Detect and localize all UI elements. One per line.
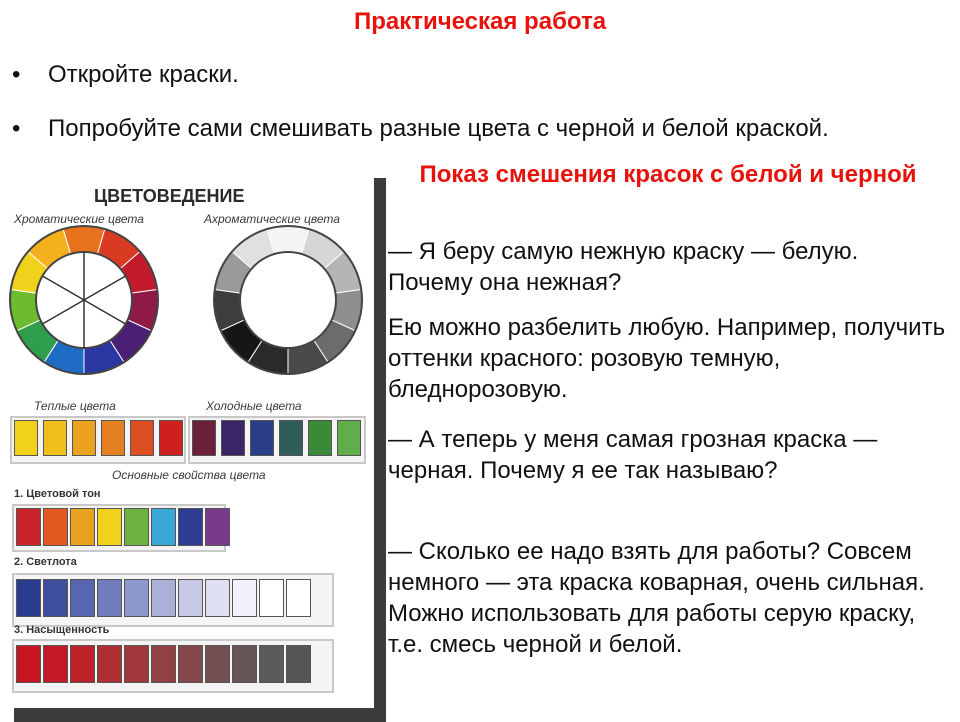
saturation-swatch: [70, 645, 95, 683]
bullet-item: [10, 60, 940, 90]
lightness-swatch: [43, 579, 68, 617]
bullet-dot-icon: •: [12, 61, 21, 88]
warm-colors-row: [14, 420, 183, 456]
bullet-dot-icon: •: [12, 115, 21, 142]
hue-swatch: [124, 508, 149, 546]
paragraph: — А теперь у меня самая грозная краска — черная. Почему я ее так называю?: [388, 426, 878, 484]
lightness-swatch: [70, 579, 95, 617]
saturation-swatch: [43, 645, 68, 683]
saturation-swatch: [178, 645, 203, 683]
saturation-row: [16, 645, 311, 683]
lightness-swatch: [97, 579, 122, 617]
hue-swatch: [178, 508, 203, 546]
hue-row: [16, 508, 230, 546]
lightness-swatch: [124, 579, 149, 617]
saturation-swatch: [124, 645, 149, 683]
lightness-swatch: [286, 579, 311, 617]
cold-swatch: [279, 420, 303, 456]
saturation-swatch: [232, 645, 257, 683]
lightness-swatch: [16, 579, 41, 617]
cold-swatch: [192, 420, 216, 456]
lightness-swatch: [178, 579, 203, 617]
paragraph: — Сколько ее надо взять для работы? Совсем немного — эта краска коварная, очень сильная. Можно использовать для работы серую краску, т.е. смесь черной и белой.: [388, 538, 925, 658]
bullet-item: [10, 114, 940, 158]
saturation-swatch: [151, 645, 176, 683]
saturation-label: 3. Насыщенность: [14, 624, 110, 636]
hue-swatch: [151, 508, 176, 546]
warm-swatch: [72, 420, 96, 456]
warm-swatch: [130, 420, 154, 456]
warm-swatch: [101, 420, 125, 456]
hue-swatch: [205, 508, 230, 546]
bullet-text: Попробуйте сами смешивать разные цвета с черной и белой краской.: [48, 115, 829, 142]
lightness-swatch: [151, 579, 176, 617]
warm-swatch: [159, 420, 183, 456]
subtitle: Показ смешения красок с белой и черной: [419, 161, 917, 188]
chromatic-color-wheel: [10, 226, 158, 374]
cold-swatch: [337, 420, 361, 456]
saturation-swatch: [97, 645, 122, 683]
warm-colors-label: Теплые цвета: [34, 399, 116, 413]
wheel-center: [240, 252, 336, 348]
cold-swatch: [221, 420, 245, 456]
lightness-label: 2. Светлота: [14, 556, 77, 568]
warm-swatch: [14, 420, 38, 456]
lightness-swatch: [232, 579, 257, 617]
card-title: ЦВЕТОВЕДЕНИЕ: [94, 186, 245, 206]
warm-swatch: [43, 420, 67, 456]
hue-swatch: [97, 508, 122, 546]
cold-swatch: [250, 420, 274, 456]
cold-swatch: [308, 420, 332, 456]
saturation-swatch: [286, 645, 311, 683]
bullet-text: Откройте краски.: [48, 61, 239, 88]
achromatic-color-wheel: [214, 226, 362, 374]
hue-swatch: [16, 508, 41, 546]
properties-label: Основные свойства цвета: [112, 468, 266, 482]
paragraph: — Я беру самую нежную краску — белую. Почему она нежная?: [388, 238, 859, 296]
lightness-swatch: [259, 579, 284, 617]
hue-swatch: [43, 508, 68, 546]
hue-label: 1. Цветовой тон: [14, 488, 101, 500]
achromatic-label: Ахроматические цвета: [204, 212, 340, 226]
saturation-swatch: [205, 645, 230, 683]
cold-colors-label: Холодные цвета: [206, 399, 302, 413]
lightness-row: [16, 579, 311, 617]
saturation-swatch: [16, 645, 41, 683]
chromatic-label: Хроматические цвета: [14, 212, 144, 226]
hue-swatch: [70, 508, 95, 546]
lightness-swatch: [205, 579, 230, 617]
page-title: Практическая работа: [353, 8, 607, 35]
saturation-swatch: [259, 645, 284, 683]
cold-colors-row: [192, 420, 361, 456]
paragraph: Ею можно разбелить любую. Например, получить оттенки красного: розовую темную, бледнорозовую.: [388, 314, 946, 403]
